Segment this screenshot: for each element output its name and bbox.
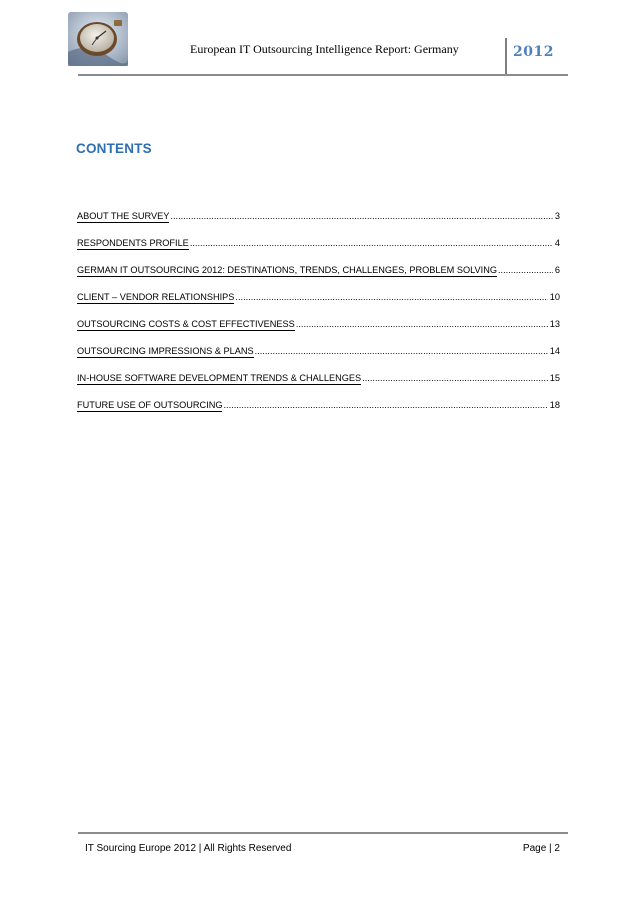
- toc-leader: [170, 209, 552, 223]
- toc-entry[interactable]: [77, 344, 560, 371]
- toc-leader: [235, 290, 547, 304]
- footer-copyright: IT Sourcing Europe 2012 | All Rights Reserved: [85, 843, 292, 854]
- toc-entry-title[interactable]: OUTSOURCING COSTS & COST EFFECTIVENESS: [77, 319, 295, 329]
- toc-entry-page[interactable]: 6: [554, 265, 560, 275]
- toc-entry[interactable]: [77, 263, 560, 290]
- toc-entry-page[interactable]: 10: [549, 292, 560, 302]
- page-footer: [0, 832, 638, 862]
- toc-entry-page[interactable]: 4: [554, 238, 560, 248]
- footer-rule: [78, 832, 568, 834]
- page-header: [0, 0, 638, 80]
- toc-entry-title[interactable]: CLIENT – VENDOR RELATIONSHIPS: [77, 292, 235, 302]
- toc-entry-page[interactable]: 3: [554, 211, 560, 221]
- header-rule: [78, 74, 568, 76]
- toc-entry-page[interactable]: 14: [549, 346, 560, 356]
- contents-heading: CONTENTS: [76, 141, 152, 156]
- report-year: 2012: [513, 44, 554, 60]
- toc-entry-page[interactable]: 13: [549, 319, 560, 329]
- toc-entry[interactable]: [77, 398, 560, 425]
- footer-page-number: Page | 2: [522, 843, 560, 854]
- toc-entry-title[interactable]: GERMAN IT OUTSOURCING 2012: DESTINATIONS, TRENDS, CHALLENGES, PROBLEM SOLVING: [77, 265, 497, 275]
- toc-entry[interactable]: [77, 317, 560, 344]
- toc-leader: [362, 371, 548, 385]
- toc-leader: [190, 236, 553, 250]
- compass-watch-icon: [68, 12, 128, 66]
- toc-entry-title[interactable]: FUTURE USE OF OUTSOURCING: [77, 400, 223, 410]
- table-of-contents: [77, 209, 560, 425]
- toc-entry-page[interactable]: 18: [549, 400, 560, 410]
- toc-leader: [296, 317, 548, 331]
- toc-entry[interactable]: [77, 371, 560, 398]
- toc-entry-title[interactable]: OUTSOURCING IMPRESSIONS & PLANS: [77, 346, 254, 356]
- toc-leader: [255, 344, 548, 358]
- toc-leader: [498, 263, 553, 277]
- toc-entry-title[interactable]: ABOUT THE SURVEY: [77, 211, 170, 221]
- report-title: European IT Outsourcing Intelligence Report: Germany: [190, 42, 459, 56]
- toc-entry-page[interactable]: 15: [549, 373, 560, 383]
- toc-leader: [223, 398, 547, 412]
- header-divider: [505, 38, 507, 74]
- toc-entry-title[interactable]: RESPONDENTS PROFILE: [77, 238, 189, 248]
- toc-entry-title[interactable]: IN-HOUSE SOFTWARE DEVELOPMENT TRENDS & CHALLENGES: [77, 373, 362, 383]
- toc-entry[interactable]: [77, 236, 560, 263]
- toc-entry[interactable]: [77, 290, 560, 317]
- toc-entry[interactable]: [77, 209, 560, 236]
